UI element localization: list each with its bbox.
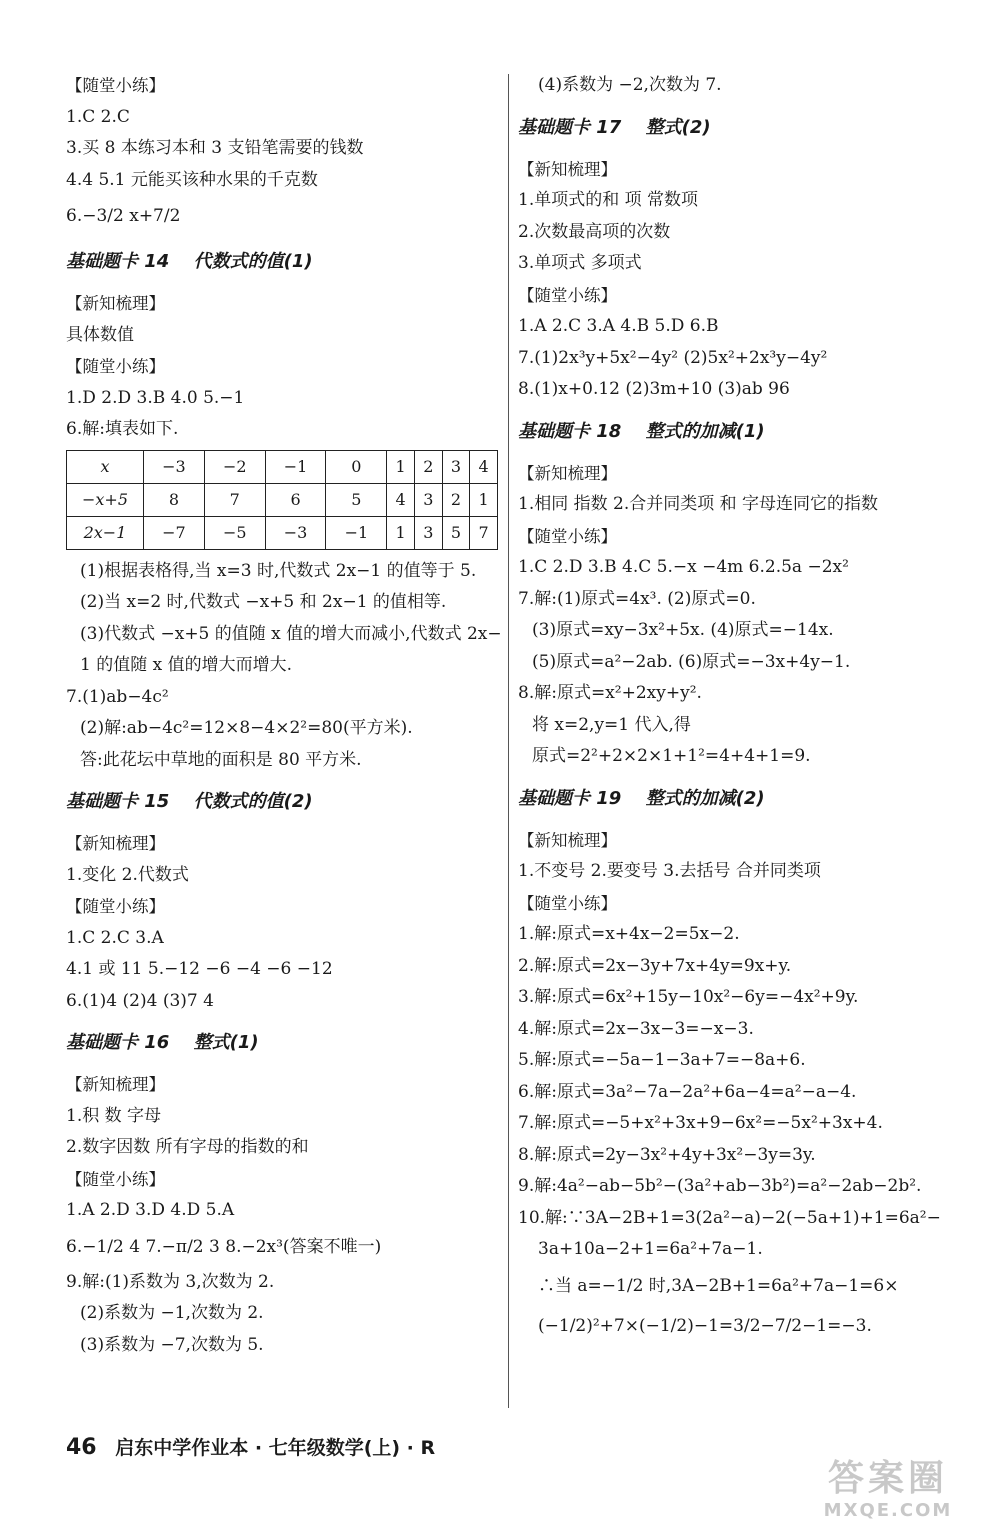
answer-line: 1.单项式的和 项 常数项 — [518, 190, 699, 210]
answer-line: 8.解:原式=x²+2xy+y². — [518, 683, 702, 703]
answer-line: (−1/2)²+7×(−1/2)−1=3/2−7/2−1=−3. — [538, 1315, 872, 1336]
table-row — [67, 516, 498, 549]
card-number: 基础题卡 14 — [66, 251, 170, 272]
table-cell: 4 — [387, 483, 415, 516]
section-tag: 【随堂小练】 — [518, 285, 617, 305]
answer-line: (2)系数为 −1,次数为 2. — [80, 1303, 264, 1323]
answer-line: 原式=2²+2×2×1+1²=4+4+1=9. — [532, 746, 811, 766]
section-tag: 【新知梳理】 — [66, 1075, 165, 1094]
answer-line: 6.解:原式=3a²−7a−2a²+6a−4=a²−a−4. — [518, 1081, 857, 1102]
answer-line: 1.D 2.D 3.B 4.0 5.−1 — [66, 387, 245, 408]
card-title-17 — [518, 108, 938, 154]
table-cell: −1 — [265, 450, 326, 483]
answer-line: 1.C 2.C — [66, 106, 130, 127]
answer-line: 5.解:原式=−5a−1−3a+7=−8a+6. — [518, 1050, 806, 1070]
section-tag: 【随堂小练】 — [66, 1169, 165, 1189]
table-cell: 3 — [414, 483, 442, 516]
answer-line: 4.1 或 11 5.−12 −6 −4 −6 −12 — [66, 959, 333, 979]
answer-line: (2)解:ab−4c²=12×8−4×2²=80(平方米). — [80, 718, 413, 738]
table-cell: 0 — [326, 450, 387, 483]
answer-line: 1 的值随 x 值的增大而增大. — [80, 655, 293, 675]
answer-line: 1.积 数 字母 — [66, 1105, 162, 1126]
answer-line: 3.解:原式=6x²+15y−10x²−6y=−4x²+9y. — [518, 987, 859, 1007]
answer-line: 1.不变号 2.要变号 3.去括号 合并同类项 — [518, 861, 821, 881]
page-number: 46 — [66, 1435, 97, 1460]
table-cell: 1 — [470, 483, 498, 516]
section-tag: 【随堂小练】 — [66, 897, 165, 916]
table-cell: −2 — [204, 450, 265, 483]
card-number: 基础题卡 16 — [66, 1032, 170, 1053]
answer-line: 1.C 2.D 3.B 4.C 5.−x −4m 6.2.5a −2x² — [518, 557, 849, 577]
card-title-15 — [66, 782, 498, 828]
answer-line: 1.C 2.C 3.A — [66, 927, 164, 948]
section-tag: 【新知梳理】 — [518, 830, 617, 850]
table-cell: 2 — [414, 450, 442, 483]
answer-line: 1.A 2.C 3.A 4.B 5.D 6.B — [518, 316, 719, 336]
answer-line: 将 x=2,y=1 代入,得 — [532, 714, 691, 735]
answer-line: 9.解:4a²−ab−5b²−(3a²+ab−3b²)=a²−2ab−2b². — [518, 1176, 922, 1196]
card-title-19 — [518, 779, 938, 825]
answer-line: 3.买 8 本练习本和 3 支铅笔需要的钱数 — [66, 138, 364, 158]
answer-line: 2.次数最高项的次数 — [518, 221, 671, 242]
section-tag: 【新知梳理】 — [518, 463, 617, 483]
answer-line: 1.相同 指数 2.合并同类项 和 字母连同它的指数 — [518, 494, 879, 514]
answer-line: 6.解:填表如下. — [66, 419, 179, 439]
answer-line: 6.−1/2 4 7.−π/2 3 8.−2x³(答案不唯一) — [66, 1236, 382, 1257]
table-cell: 5 — [326, 483, 387, 516]
table-cell: 2 — [442, 483, 470, 516]
right-column — [518, 70, 941, 1346]
answer-line: 8.(1)x+0.12 (2)3m+10 (3)ab 96 — [518, 379, 790, 399]
answer-line: 4.4 5.1 元能买该种水果的千克数 — [66, 169, 318, 190]
table-cell: −x+5 — [67, 483, 144, 516]
answer-line: 10.解:∵3A−2B+1=3(2a²−a)−2(−5a+1)+1=6a²− — [518, 1207, 941, 1228]
table-cell: −5 — [204, 516, 265, 549]
answer-line: 7.解:(1)原式=4x³. (2)原式=0. — [518, 588, 756, 609]
answer-line: ∴当 a=−1/2 时,3A−2B+1=6a²+7a−1=6× — [538, 1275, 899, 1296]
answer-line: (2)当 x=2 时,代数式 −x+5 和 2x−1 的值相等. — [80, 592, 447, 612]
table-cell: 7 — [204, 483, 265, 516]
card-subtitle: 代数式的值(1) — [193, 251, 313, 272]
answer-line: 答:此花坛中草地的面积是 80 平方米. — [80, 749, 362, 770]
answer-line: 2.解:原式=2x−3y+7x+4y=9x+y. — [518, 955, 792, 976]
table-cell: 1 — [387, 516, 415, 549]
book-title: 启东中学作业本 · 七年级数学(上) · R — [115, 1437, 436, 1459]
table-cell: 2x−1 — [67, 516, 144, 549]
section-tag: 【随堂小练】 — [66, 357, 165, 376]
section-tag: 【随堂小练】 — [518, 893, 617, 913]
answer-line: 具体数值 — [66, 324, 134, 345]
table-cell: 3 — [442, 450, 470, 483]
card-number: 基础题卡 19 — [518, 787, 622, 809]
answer-line: 4.解:原式=2x−3x−3=−x−3. — [518, 1018, 754, 1039]
card-subtitle: 整式(2) — [645, 116, 711, 138]
section-tag: 【新知梳理】 — [518, 159, 617, 179]
card-subtitle: 整式的加减(2) — [645, 787, 765, 809]
answer-line: 3.单项式 多项式 — [518, 253, 642, 273]
answer-line: (1)根据表格得,当 x=3 时,代数式 2x−1 的值等于 5. — [80, 560, 477, 581]
answer-line: (3)代数式 −x+5 的值随 x 值的增大而减小,代数式 2x− — [80, 623, 502, 644]
value-table — [66, 450, 498, 550]
answer-line: 6.(1)4 (2)4 (3)7 4 — [66, 990, 214, 1011]
table-cell: −1 — [326, 516, 387, 549]
table-cell: −3 — [265, 516, 326, 549]
card-subtitle: 整式(1) — [193, 1032, 259, 1053]
card-title-16 — [66, 1023, 498, 1069]
table-cell: −3 — [144, 450, 205, 483]
answer-line: 1.变化 2.代数式 — [66, 864, 189, 885]
table-cell: 7 — [470, 516, 498, 549]
left-column — [66, 70, 502, 1361]
card-subtitle: 整式的加减(1) — [645, 420, 765, 442]
card-title-18 — [518, 412, 938, 458]
answer-line: (5)原式=a²−2ab. (6)原式=−3x+4y−1. — [532, 651, 851, 672]
table-cell: 3 — [414, 516, 442, 549]
answer-line: 2.数字因数 所有字母的指数的和 — [66, 1137, 309, 1157]
answer-line: 9.解:(1)系数为 3,次数为 2. — [66, 1271, 275, 1292]
answer-line: (3)系数为 −7,次数为 5. — [80, 1334, 264, 1355]
card-number: 基础题卡 17 — [518, 116, 622, 138]
answer-line: 1.解:原式=x+4x−2=5x−2. — [518, 924, 740, 944]
page-footer — [66, 1430, 435, 1466]
column-divider — [508, 74, 509, 1408]
answer-line: 6.−3/2 x+7/2 — [66, 206, 181, 226]
card-number: 基础题卡 15 — [66, 791, 170, 812]
answer-line: 8.解:原式=2y−3x²+4y+3x²−3y=3y. — [518, 1144, 816, 1165]
table-cell: 5 — [442, 516, 470, 549]
table-cell: 4 — [470, 450, 498, 483]
section-tag: 【随堂小练】 — [66, 76, 165, 95]
answer-line: 7.(1)ab−4c² — [66, 686, 169, 707]
answer-line: 7.(1)2x³y+5x²−4y² (2)5x²+2x³y−4y² — [518, 347, 828, 368]
section-tag: 【随堂小练】 — [518, 526, 617, 546]
answer-line: 7.解:原式=−5+x²+3x+9−6x²=−5x²+3x+4. — [518, 1113, 883, 1133]
table-cell: 1 — [387, 450, 415, 483]
card-number: 基础题卡 18 — [518, 420, 622, 442]
answer-line: 1.A 2.D 3.D 4.D 5.A — [66, 1200, 235, 1220]
table-row — [67, 483, 498, 516]
table-cell: −7 — [144, 516, 205, 549]
section-tag: 【新知梳理】 — [66, 834, 165, 853]
answer-line: (4)系数为 −2,次数为 7. — [538, 75, 722, 95]
watermark-url: MXQE.COM — [823, 1500, 953, 1521]
table-row — [67, 450, 498, 483]
table-cell: x — [67, 450, 144, 483]
answer-line: 3a+10a−2+1=6a²+7a−1. — [538, 1239, 763, 1259]
card-subtitle: 代数式的值(2) — [193, 791, 313, 812]
table-cell: 6 — [265, 483, 326, 516]
table-cell: 8 — [144, 483, 205, 516]
answer-line: (3)原式=xy−3x²+5x. (4)原式=−14x. — [532, 620, 834, 640]
section-tag: 【新知梳理】 — [66, 294, 165, 313]
card-title-14 — [66, 242, 498, 288]
watermark-text: 答案圈 — [827, 1458, 948, 1499]
watermark — [798, 1458, 978, 1528]
